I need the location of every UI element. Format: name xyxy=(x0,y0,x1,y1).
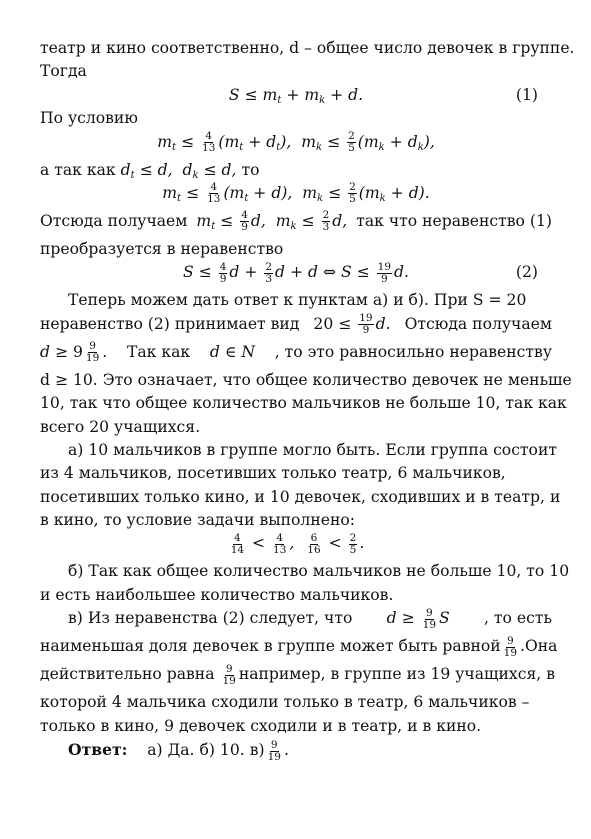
text-line xyxy=(40,607,552,635)
text: а) 10 мальчиков в группе могло быть. Если группа состоит xyxy=(68,440,557,459)
text-line xyxy=(40,238,552,261)
text: в) Из неравенства (2) следует, что xyxy=(68,609,353,628)
formula: $d_t \le d$, $d_k \le d$, xyxy=(120,160,237,181)
answer-a: а) Да. xyxy=(147,741,195,760)
text: Отсюда получаем xyxy=(40,211,188,230)
text-line xyxy=(40,369,572,392)
text-line xyxy=(40,560,570,583)
formula: $m_t$ ≤ $\frac{4}{13}$ $(m_t + d_t)$, $m_k$ ≤ $\frac{2}{5}$ $(m_k + d_k)$, xyxy=(157,130,435,155)
formula: $m_t$ ≤ $\frac{4}{9}$ d, $m_k$ ≤ $\frac{2}{3}$ d, xyxy=(196,209,348,234)
text: театр и кино соответственно, d – общее число девочек в группе. xyxy=(40,39,575,57)
text-line xyxy=(40,416,552,439)
text: Она xyxy=(525,637,558,656)
text: неравенство (2) принимает вид xyxy=(40,314,300,333)
text: Отсюда получаем xyxy=(404,314,552,333)
text: Теперь можем дать ответ к пунктам а) и б). При S = 20 xyxy=(68,291,527,310)
equation-number: (1) xyxy=(515,85,538,104)
formula: d ∈ N xyxy=(209,342,255,361)
text-line xyxy=(40,289,552,312)
formula: $\frac{9}{19}$ . xyxy=(267,738,289,763)
answer-b: б) 10. xyxy=(199,741,245,760)
text: 10, так что общее количество мальчиков не больше 10, так как xyxy=(40,394,567,413)
text-line xyxy=(40,341,552,369)
equation-2 xyxy=(40,261,552,289)
text: Так как xyxy=(126,342,191,361)
text: d ≥ 10. Это означает, что общее количество девочек не меньше xyxy=(40,370,572,389)
text-line xyxy=(40,462,552,485)
check-formula xyxy=(40,532,552,560)
text-line xyxy=(40,313,552,341)
text: посетивших только кино, и 10 девочек, сходивших и в театр, и xyxy=(40,487,561,506)
text: Тогда xyxy=(40,62,87,81)
text-line xyxy=(40,210,552,238)
text: то xyxy=(241,160,260,179)
text: всего 20 учащихся. xyxy=(40,417,201,436)
text-line xyxy=(40,509,552,532)
text: которой 4 мальчика сходили только в театр, 6 мальчиков – xyxy=(40,693,530,712)
text: только в кино, 9 девочек сходили и в театр, и в кино. xyxy=(40,716,482,735)
text-line xyxy=(40,715,552,738)
formula: $S \le m_t + m_k + d$. xyxy=(228,85,364,106)
text: , то есть xyxy=(484,609,552,628)
formula: d ≥ 9 $\frac{9}{19}$ . xyxy=(40,340,108,365)
equation-1 xyxy=(40,84,552,107)
document-page xyxy=(40,37,575,766)
text-line xyxy=(40,584,552,607)
formula: S ≤ $\frac{4}{9}$ d + $\frac{2}{3}$ d + d ⇔ S ≤ $\frac{19}{9}$ d. xyxy=(183,260,409,285)
condition-formula xyxy=(40,131,552,159)
text-line xyxy=(40,392,567,415)
text: из 4 мальчиков, посетивших только театр, 6 мальчиков, xyxy=(40,464,506,483)
answer-line xyxy=(40,738,552,766)
text: преобразуется в неравенство xyxy=(40,239,284,258)
text: действительно равна xyxy=(40,665,215,684)
text: а так как xyxy=(40,160,116,179)
text: , то это равносильно неравенству xyxy=(274,342,552,361)
text-line xyxy=(40,634,558,663)
text: в кино, то условие задачи выполнено: xyxy=(40,511,355,530)
text-line xyxy=(40,439,557,462)
text: По условию xyxy=(40,109,138,128)
text: и есть наибольшее количество мальчиков. xyxy=(40,585,394,604)
formula: 20 ≤ $\frac{19}{9}$ d. xyxy=(313,312,391,337)
text: наименьшая доля девочек в группе может быть равной xyxy=(40,637,501,656)
text-line xyxy=(40,486,561,509)
text-line xyxy=(40,37,575,60)
answer-c: в) xyxy=(249,741,265,760)
text: так что неравенство (1) xyxy=(356,211,552,230)
text-line xyxy=(40,662,555,691)
formula: $\frac{4}{14}$ < $\frac{4}{13}$ , $\frac{6}{16}$ < $\frac{2}{5}$ . xyxy=(230,531,365,556)
formula: $\frac{9}{19}$ xyxy=(222,662,236,687)
text: б) Так как общее количество мальчиков не больше 10, то 10 xyxy=(68,562,570,581)
formula: $m_t$ ≤ $\frac{4}{13}$ $(m_t + d)$, $m_k$ ≤ $\frac{2}{5}$ $(m_k + d)$. xyxy=(162,181,430,206)
formula: d ≥ $\frac{9}{19}$ S xyxy=(386,606,450,631)
text: например, в группе из 19 учащихся, в xyxy=(238,665,555,684)
condition-formula-2 xyxy=(40,182,552,210)
formula: $\frac{9}{19}$ . xyxy=(503,634,525,659)
answer-label: Ответ: xyxy=(68,740,128,760)
equation-number: (2) xyxy=(515,263,538,282)
text-line xyxy=(40,159,552,182)
text-line xyxy=(40,60,552,83)
text-line xyxy=(40,691,552,714)
